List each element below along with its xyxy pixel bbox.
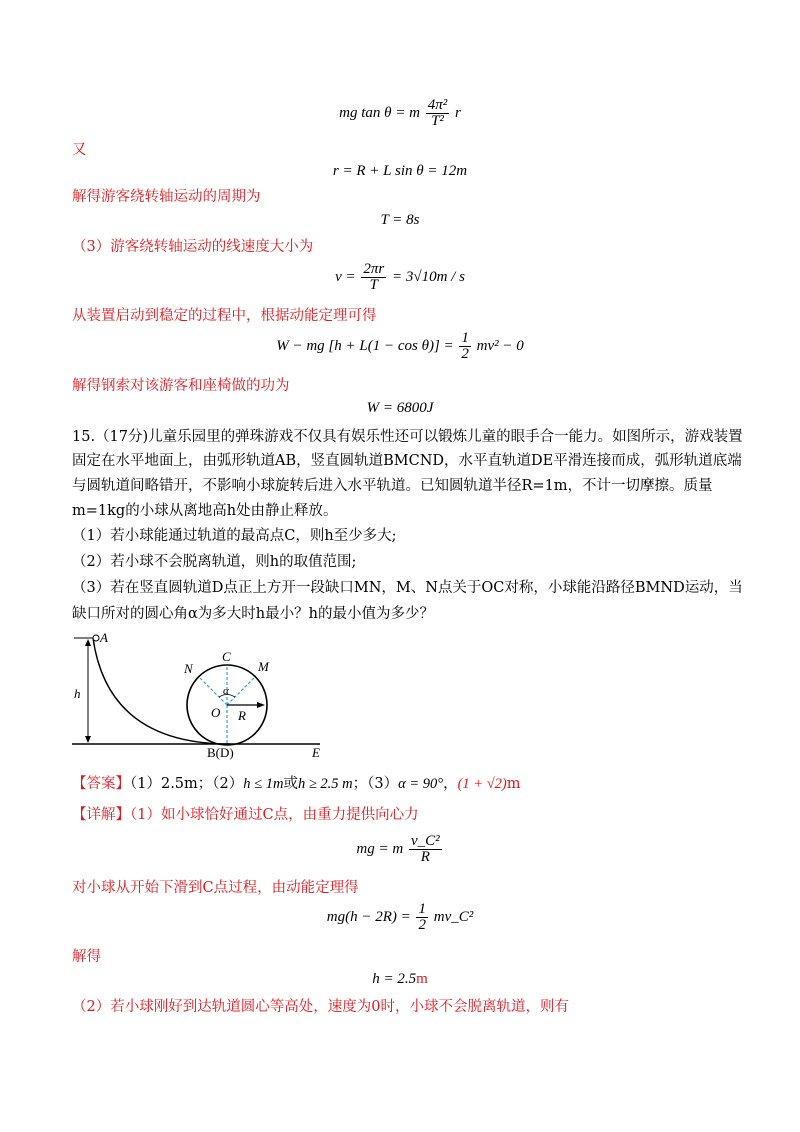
eq8-numerator: 1 [418,901,426,917]
answer-or: 或 [283,776,298,792]
eq4-fraction [361,262,386,293]
label-alpha: α [223,685,229,697]
equation-centripetal-c [0,834,800,865]
label-bd: B(D) [207,745,234,760]
text-solve: 解得 [72,949,101,965]
eq5-numerator: 1 [461,330,469,346]
problem15-q3a: （3）若在竖直圆轨道D点正上方开一段缺口MN，M、N点关于OC对称，小球能沿路径BMND运动，当 [72,580,743,596]
eq4-rhs: = 3√10m / s [391,268,465,285]
problem15-line4: m=1kg的小球从离地高h处由静止释放。 [72,503,338,519]
label-c: C [222,649,231,664]
eq4-denominator: T [369,277,378,293]
eq5-denominator: 2 [461,346,469,362]
answer-part1: （1）2.5m；（2） [130,776,244,792]
eq1-denominator: T² [431,113,444,129]
label-r: R [238,708,246,723]
arc-track-ab [93,638,230,744]
radius-arrow-head [257,702,265,708]
detail-line [72,806,419,824]
eq1-fraction [426,98,450,129]
ball-a [93,635,99,641]
answer-part3-a: α = 90° [398,776,444,792]
answer-comma: ， [443,776,458,792]
text-energy-theorem: 从装置启动到稳定的过程中，根据动能定理可得 [72,308,377,324]
text-part3-heading: （3）游客绕转轴运动的线速度大小为 [72,239,314,255]
height-arrow-top [85,639,91,646]
problem15-line1: 15.（17分)儿童乐园里的弹珠游戏不仅具有娱乐性还可以锻炼儿童的眼手合一能力。如图所示，游戏装置 [72,429,743,445]
label-n: N [184,661,193,676]
problem15-line3: 与圆轨道间略错开，不影响小球旋转后进入水平轨道。已知圆轨道半径R=1m，不计一切摩擦。质量 [72,478,713,494]
eq8-lhs: mg(h − 2R) = [326,908,411,925]
answer-part3-prefix: ；（3） [352,776,399,792]
eq8-rhs: mv_C² [433,908,474,925]
problem15-q2: （2）若小球不会脱离轨道，则h的取值范围; [72,554,357,570]
problem15-q1: （1）若小球能通过轨道的最高点C，则h至少多大; [72,528,397,544]
eq8-fraction [416,902,428,933]
answer-unit: m [506,776,521,792]
problem15-q3b: 缺口所对的圆心角α为多大时h最小？h的最小值为多少？ [72,606,434,622]
eq7-numerator: v_C² [410,833,440,849]
answer-part3-b: (1 + √2) [457,776,507,792]
text-part2: （2）若小球刚好到达轨道圆心等高处，速度为0时，小球不会脱离轨道，则有 [72,999,569,1015]
eq9-unit: m [416,971,428,987]
label-e: E [312,745,320,760]
text-solve-period: 解得游客绕转轴运动的周期为 [72,189,261,205]
label-o: O [211,705,221,720]
answer-line [72,775,520,793]
answer-part2-a: h ≤ 1m [243,776,284,792]
equation-work-value: W = 6800J [366,400,434,416]
eq1-rhs: r [455,104,461,121]
label-a: A [100,630,108,645]
eq7-denominator: R [420,849,430,865]
problem15-line2: 固定在水平地面上，由弧形轨道AB，竖直圆轨道BMCND，水平直轨道DE平滑连接而成，弧形轨道底端 [72,453,742,469]
equation-period: T = 8s [380,212,420,228]
eq5-fraction [459,331,471,362]
eq8-denominator: 2 [418,917,426,933]
detail-text: （1）如小球恰好通过C点，由重力提供向心力 [130,807,419,823]
eq9-lhs: h = 2.5 [372,971,417,987]
equation-velocity [0,262,800,293]
eq1-lhs: mg tan θ = m [339,104,420,121]
equation-work-energy [0,331,800,362]
label-h: h [74,686,81,701]
answer-tag: 【答案】 [72,776,130,792]
eq5-rhs: mv² − 0 [476,337,524,354]
eq5-lhs: W − mg [h + L(1 − cos θ)] = [276,337,454,354]
equation-radius: r = R + L sin θ = 12m [332,163,468,179]
answer-part2-b: h ≥ 2.5 m [297,776,353,792]
text-work: 解得钢索对该游客和座椅做的功为 [72,378,290,394]
detail-tag: 【详解】 [72,807,130,823]
equation-centripetal [0,98,800,129]
text-you: 又 [72,142,87,158]
equation-height [0,971,800,988]
height-arrow-bottom [85,736,91,743]
track-figure [60,628,340,760]
eq4-lhs: v = [335,268,356,285]
eq7-fraction [409,834,442,865]
eq4-numerator: 2πr [363,261,385,277]
equation-energy-c [0,902,800,933]
label-m: M [258,659,269,674]
dashed-om [227,677,255,705]
text-energy-theorem-2: 对小球从开始下滑到C点过程，由动能定理得 [72,880,359,896]
eq7-lhs: mg = m [356,840,404,857]
eq1-numerator: 4π² [427,97,448,113]
